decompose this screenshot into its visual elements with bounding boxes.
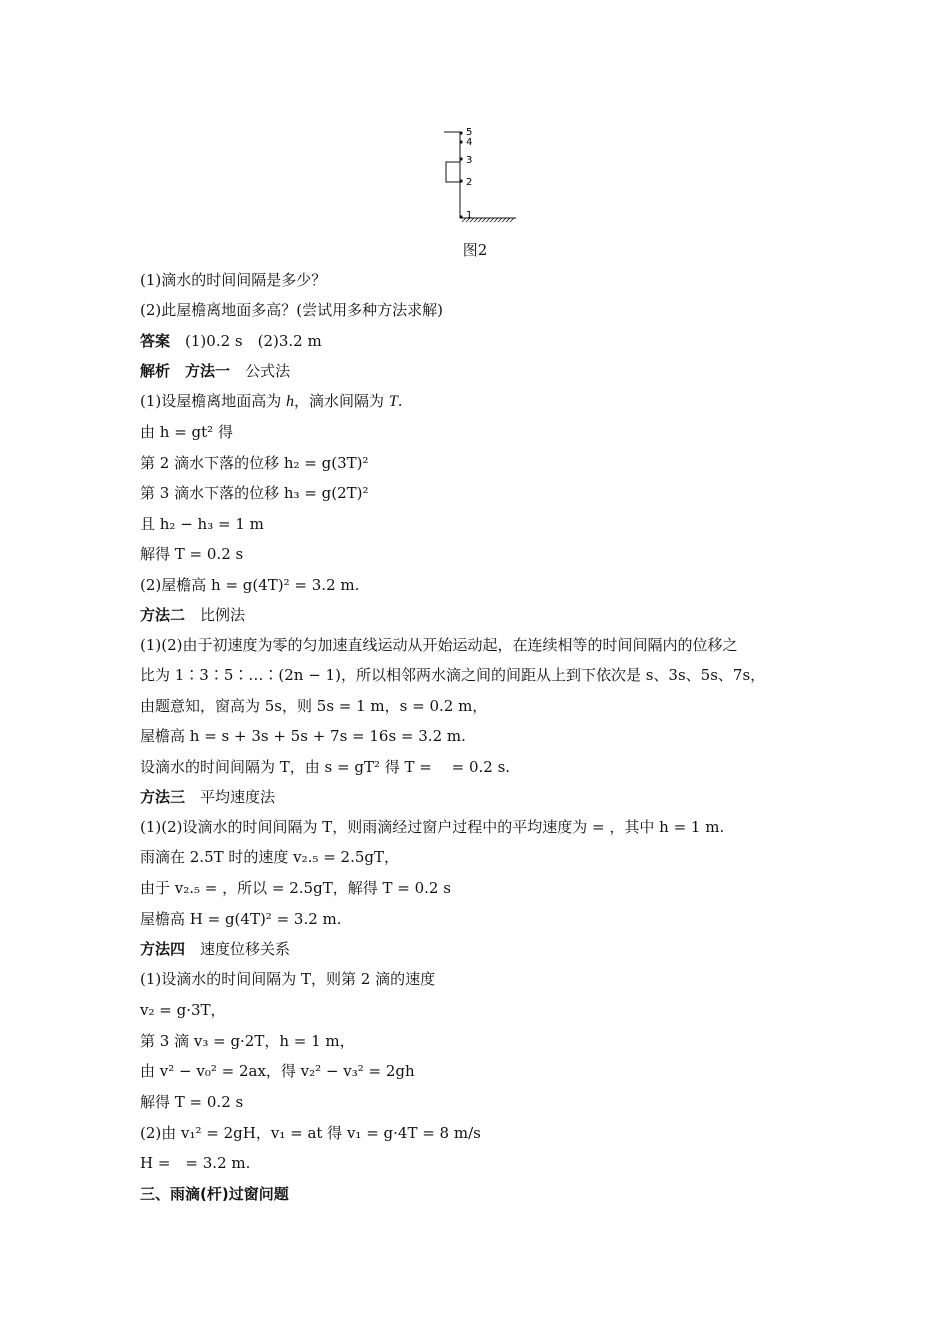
method-1-heading [140, 359, 820, 383]
answer-line [140, 329, 820, 353]
method-1-line-7: (2)屋檐高 h = g(4T)² = 3.2 m. [140, 576, 360, 594]
method-4-line-3: 第 3 滴 v₃ = g·2T，h = 1 m， [140, 1032, 355, 1050]
drop-3 [459, 157, 462, 160]
method-2-line-4: 屋檐高 h = s + 3s + 5s + 7s = 16s = 3.2 m. [140, 727, 466, 745]
method-1-title: 方法一 [185, 362, 231, 380]
method-2-title: 方法二 [140, 606, 186, 624]
figure-caption: 图2 [462, 241, 488, 259]
section-heading: 三、雨滴(杆)过窗问题 [140, 1185, 289, 1203]
method-1-line-2: 由 h = gt² 得 [140, 423, 233, 441]
method-2-line-3: 由题意知，窗高为 5s，则 5s = 1 m，s = 0.2 m， [140, 697, 488, 715]
question-1: (1)滴水的时间间隔是多少？ [140, 271, 327, 289]
method-4-title: 方法四 [140, 940, 186, 958]
question-2: (2)此屋檐离地面多高？(尝试用多种方法求解) [140, 301, 443, 319]
method-3-line-1: (1)(2)设滴水的时间间隔为 T，则雨滴经过窗户过程中的平均速度为 = ，其中 h = 1 m. [140, 818, 725, 836]
label-5: 5 [466, 127, 473, 138]
method-3-line-3: 由于 v₂.₅ = ，所以 = 2.5gT，解得 T = 0.2 s [140, 879, 451, 897]
drop-4 [459, 140, 462, 143]
drop-5 [459, 131, 462, 134]
method-4-line-2: v₂ = g·3T， [140, 1001, 226, 1019]
method-2-line-1: (1)(2)由于初速度为零的匀加速直线运动从开始运动起，在连续相等的时间间隔内的位移之 [140, 636, 738, 654]
window-bracket [446, 162, 460, 182]
method-3-name: 平均速度法 [200, 788, 276, 806]
method-2-name: 比例法 [200, 606, 246, 624]
method-3-line-4: 屋檐高 H = g(4T)² = 3.2 m. [140, 910, 342, 928]
method-2-line-2: 比为 1∶3∶5∶…∶(2n − 1)，所以相邻两水滴之间的间距从上到下依次是 s、3s、5s、7s， [140, 666, 766, 684]
method-1-line-1 [140, 389, 820, 413]
method-4-line-5: 解得 T = 0.2 s [140, 1093, 244, 1111]
method-3-heading [140, 785, 820, 809]
answer-text: (1)0.2 s (2)3.2 m [185, 332, 322, 350]
method-1-name: 公式法 [245, 362, 291, 380]
label-3: 3 [466, 155, 473, 166]
method-2-line-5: 设滴水的时间间隔为 T，由 s = gT² 得 T = = 0.2 s. [140, 758, 511, 776]
analysis-label: 解析 [140, 362, 171, 380]
raindrop-figure [440, 126, 520, 230]
method-1-line-6: 解得 T = 0.2 s [140, 545, 244, 563]
method-4-line-4: 由 v² − v₀² = 2ax，得 v₂² − v₃² = 2gh [140, 1062, 415, 1080]
var-h: h [286, 393, 295, 410]
method-4-heading [140, 937, 820, 961]
text-segment: (1)设屋檐离地面高为 [140, 392, 287, 410]
method-3-line-2: 雨滴在 2.5T 时的速度 v₂.₅ = 2.5gT， [140, 848, 399, 866]
method-1-line-5: 且 h₂ − h₃ = 1 m [140, 515, 264, 533]
answer-label: 答案 [140, 332, 171, 350]
method-1-line-4: 第 3 滴水下落的位移 h₃ = g(2T)² [140, 484, 369, 502]
method-4-line-1: (1)设滴水的时间间隔为 T，则第 2 滴的速度 [140, 970, 436, 988]
method-4-line-6: (2)由 v₁² = 2gH，v₁ = at 得 v₁ = g·4T = 8 m/s [140, 1124, 481, 1142]
method-4-name: 速度位移关系 [200, 940, 291, 958]
label-2: 2 [466, 177, 473, 188]
method-1-line-3: 第 2 滴水下落的位移 h₂ = g(3T)² [140, 454, 369, 472]
var-T: T [388, 393, 398, 410]
method-4-line-7: H = = 3.2 m. [140, 1154, 251, 1172]
drop-2 [459, 179, 462, 182]
method-2-heading [140, 603, 820, 627]
text-segment: . [397, 392, 403, 410]
label-1: 1 [466, 210, 473, 221]
drop-1 [459, 215, 462, 218]
method-3-title: 方法三 [140, 788, 186, 806]
text-segment: ，滴水间隔为 [294, 392, 389, 410]
label-4: 4 [466, 137, 473, 148]
